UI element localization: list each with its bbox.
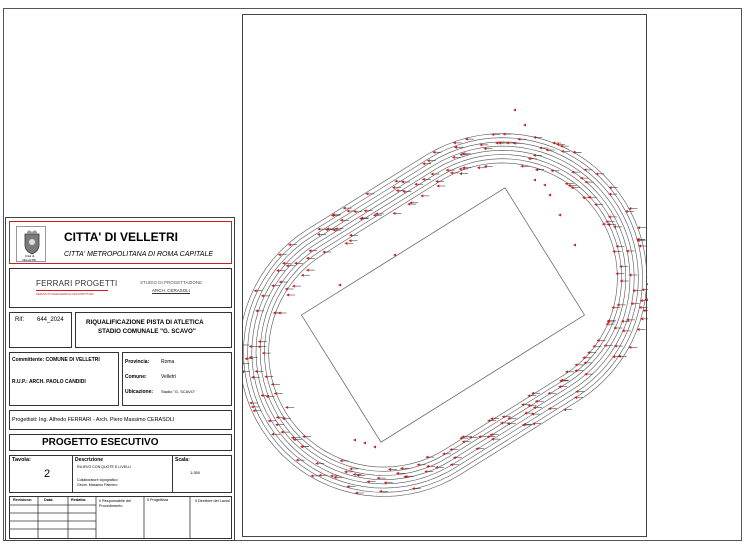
ubicazione-value: Stadio "G. SCAVO" [161, 389, 196, 394]
level-mark [531, 392, 540, 395]
scala-value: 1:350 [190, 470, 201, 475]
studio-label: STUDIO DI PROGETTAZIONE [140, 280, 203, 285]
comune-value: Velletri [161, 374, 177, 380]
comune-label: Comune: [125, 374, 147, 380]
studio-row [9, 268, 232, 308]
sheet-info-row [9, 455, 232, 493]
committente: Committente: COMUNE DI VELLETRI [12, 357, 100, 363]
level-mark [584, 373, 593, 376]
direttore-text: Il Direttore dei Lavori [194, 499, 231, 503]
level-mark [294, 262, 303, 265]
track-lane-line [260, 155, 626, 476]
level-mark [615, 272, 624, 275]
revisione-header: Revisione: [13, 498, 33, 502]
level-mark [595, 172, 604, 175]
level-mark [322, 251, 331, 254]
level-mark [359, 217, 368, 220]
city-subtitle: CITTA' METROPOLITANA DI ROMA CAPITALE [64, 251, 213, 258]
level-mark [461, 435, 470, 438]
level-mark [349, 467, 358, 470]
crest-caption-bottom: VELLETRI [22, 258, 37, 262]
level-mark [517, 138, 526, 141]
rif-label: Rif: [15, 317, 24, 323]
city-header [9, 221, 232, 264]
level-mark [330, 474, 339, 477]
level-mark [539, 147, 548, 150]
level-mark [614, 345, 623, 348]
level-mark [276, 269, 285, 272]
level-mark [300, 445, 309, 448]
level-mark [363, 442, 366, 445]
tavola-label: Tavola: [12, 457, 31, 463]
level-mark [637, 226, 646, 229]
level-mark [414, 183, 423, 186]
collab-line1: Collaboratore topografico: [77, 478, 119, 482]
track-lanes [243, 134, 647, 497]
level-mark [285, 406, 294, 409]
level-mark [274, 392, 283, 395]
track-lane-line [264, 159, 621, 472]
level-mark [484, 165, 493, 168]
level-mark [435, 180, 444, 183]
track-lane-line [243, 134, 647, 497]
level-mark [420, 194, 429, 197]
level-mark [546, 149, 555, 152]
phase-label: PROGETTO ESECUTIVO [42, 437, 159, 448]
project-title-line2: STADIO COMUNALE "G. SCAVO" [98, 328, 196, 335]
level-mark [286, 294, 295, 297]
title-block [5, 217, 235, 541]
project-title-line1: RIQUALIFICAZIONE PISTA DI ATLETICA [86, 319, 204, 326]
infield-rectangle [302, 188, 585, 442]
level-mark [490, 417, 499, 420]
level-mark [282, 262, 291, 265]
level-mark [301, 274, 310, 277]
level-mark [548, 407, 557, 410]
revisions-table [9, 496, 232, 539]
level-mark [392, 212, 401, 215]
client-cell [9, 352, 119, 406]
level-mark [459, 172, 468, 175]
level-mark [373, 446, 376, 449]
level-mark [620, 280, 629, 283]
level-mark [258, 340, 267, 343]
rif-value: 644_2024 [37, 317, 64, 323]
level-mark [452, 156, 461, 159]
level-mark [572, 151, 581, 154]
drawing-viewport [242, 14, 647, 537]
level-mark [271, 433, 280, 436]
level-mark [343, 207, 352, 210]
rup: R.U.P.: ARCH. PAOLO CANDIDI [12, 379, 86, 385]
level-mark [502, 133, 511, 136]
level-mark [560, 145, 569, 148]
level-mark [563, 408, 572, 411]
level-mark [349, 234, 358, 237]
level-mark [365, 192, 374, 195]
level-mark [344, 242, 353, 245]
sheet-divider-1 [72, 456, 73, 492]
collab-line2: Geom. Massimo Palmero [77, 483, 118, 487]
data-header: Data: [44, 498, 54, 502]
level-mark [293, 438, 302, 441]
redatto-header: Redatto: [71, 498, 87, 502]
responsabile-header [99, 499, 143, 508]
phase-cell [9, 434, 232, 451]
crest-caption-top: Città di [25, 254, 35, 258]
track-lane-line [243, 138, 642, 493]
level-mark [573, 244, 576, 247]
studio-name: ARCH. CERASOLI [152, 288, 191, 293]
provincia-label: Provincia: [125, 359, 150, 365]
level-mark [548, 194, 551, 197]
progettista-header: Il Progettista [147, 498, 169, 502]
descrizione-label: Descrizione [75, 457, 104, 463]
level-mark [353, 439, 356, 442]
scala-label: Scala: [175, 457, 190, 463]
firm-name: FERRARI PROGETTI [36, 279, 118, 288]
level-mark [533, 136, 542, 139]
level-mark [535, 168, 544, 171]
track-survey-plan [243, 15, 648, 538]
level-mark [308, 249, 317, 252]
level-mark [285, 288, 294, 291]
level-mark [264, 375, 273, 378]
level-mark [338, 284, 341, 287]
level-mark [278, 253, 287, 256]
level-mark [487, 419, 496, 422]
level-mark [543, 184, 546, 187]
location-cell [122, 352, 232, 406]
designers-line: Progettisti: Ing. Alfredo FERRARI - Arch. Piero Massimo CERASOLI [12, 417, 175, 423]
level-mark [278, 312, 287, 315]
level-mark [558, 214, 561, 217]
level-mark [258, 345, 267, 348]
level-mark [292, 285, 301, 288]
level-mark [637, 328, 646, 331]
track-lane-line [252, 146, 634, 484]
tavola-value: 2 [44, 468, 51, 480]
level-mark [271, 383, 280, 386]
responsabile-text: Il Responsabile del Procedimento [99, 499, 132, 508]
level-mark [306, 269, 315, 272]
firm-underline [36, 290, 108, 291]
infield-outline [302, 188, 585, 442]
descrizione-value: RILIEVO CON QUOTE E LIVELLI [77, 465, 132, 469]
level-mark [611, 306, 620, 309]
level-mark [334, 476, 343, 479]
provincia-value: Roma [161, 359, 175, 365]
city-crest-icon [16, 226, 46, 262]
track-lane-line [248, 142, 639, 488]
level-mark [523, 124, 526, 127]
sheet-divider-2 [172, 456, 173, 492]
level-mark [393, 254, 396, 257]
track-lane-line [269, 163, 618, 467]
track-lane-line [256, 150, 630, 479]
rif-cell [9, 312, 72, 348]
firm-tagline: SERVIZI DI INGEGNERIA E ARCHITETTURA [36, 292, 94, 296]
ubicazione-label: Ubicazione: [125, 389, 154, 395]
level-mark [344, 470, 353, 473]
level-mark [527, 394, 536, 397]
level-mark [533, 179, 536, 182]
project-title-cell [75, 312, 232, 348]
level-mark [262, 352, 271, 355]
city-title: CITTA' DI VELLETRI [64, 230, 178, 244]
level-mark [513, 109, 516, 112]
level-mark [318, 474, 327, 477]
level-mark [306, 257, 315, 260]
level-mark [348, 239, 357, 242]
level-mark [622, 329, 631, 332]
level-mark [436, 185, 445, 188]
designers-cell [9, 410, 232, 430]
level-mark [286, 264, 295, 267]
level-mark [583, 168, 592, 171]
level-mark [432, 151, 441, 154]
level-mark [639, 306, 648, 309]
level-mark [609, 186, 618, 189]
level-mark [612, 250, 621, 253]
direttore-header [194, 499, 231, 504]
level-mark [585, 181, 594, 184]
level-mark [377, 477, 386, 480]
level-mark [640, 317, 648, 320]
